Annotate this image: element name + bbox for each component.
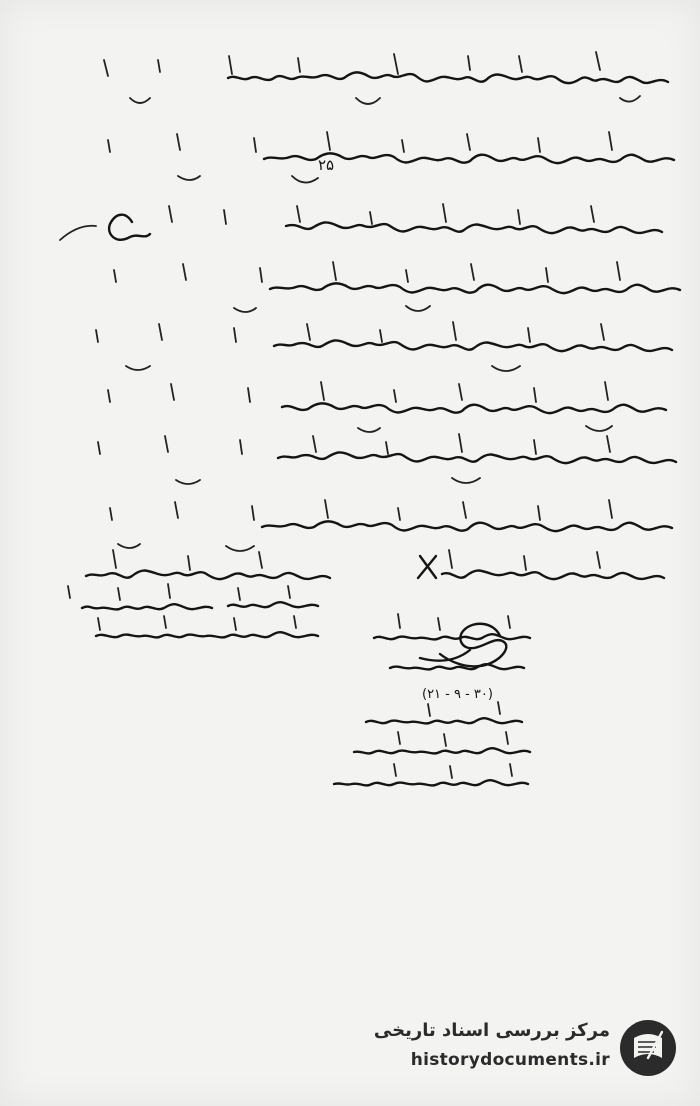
handwriting-line-3: [60, 204, 662, 240]
handwriting-line-6: [108, 382, 666, 432]
date-annotation: (۲۱ - ۹ - ۳۰): [422, 687, 493, 702]
handwriting-line-9: [86, 550, 664, 579]
handwriting-line-5: [96, 322, 672, 371]
handwriting-right-block: [334, 614, 530, 785]
handwriting-line-1: [104, 52, 668, 104]
handwriting-line-2: [108, 132, 674, 183]
scroll-quill-logo-icon: [618, 1018, 678, 1078]
watermark-footer: [373, 1014, 678, 1088]
handwriting-line-8: [110, 500, 672, 551]
watermark-url[interactable]: historydocuments.ir: [410, 1050, 610, 1070]
handwriting-line-4: [114, 262, 680, 312]
handwriting-left-block: [68, 584, 318, 637]
svg-text:۲۵: ۲۵: [318, 156, 335, 174]
handwriting-line-7: [98, 434, 676, 484]
watermark-title: مرکز بررسی اسناد تاریخی: [373, 1020, 610, 1041]
signature-flourish-icon: [420, 624, 506, 667]
